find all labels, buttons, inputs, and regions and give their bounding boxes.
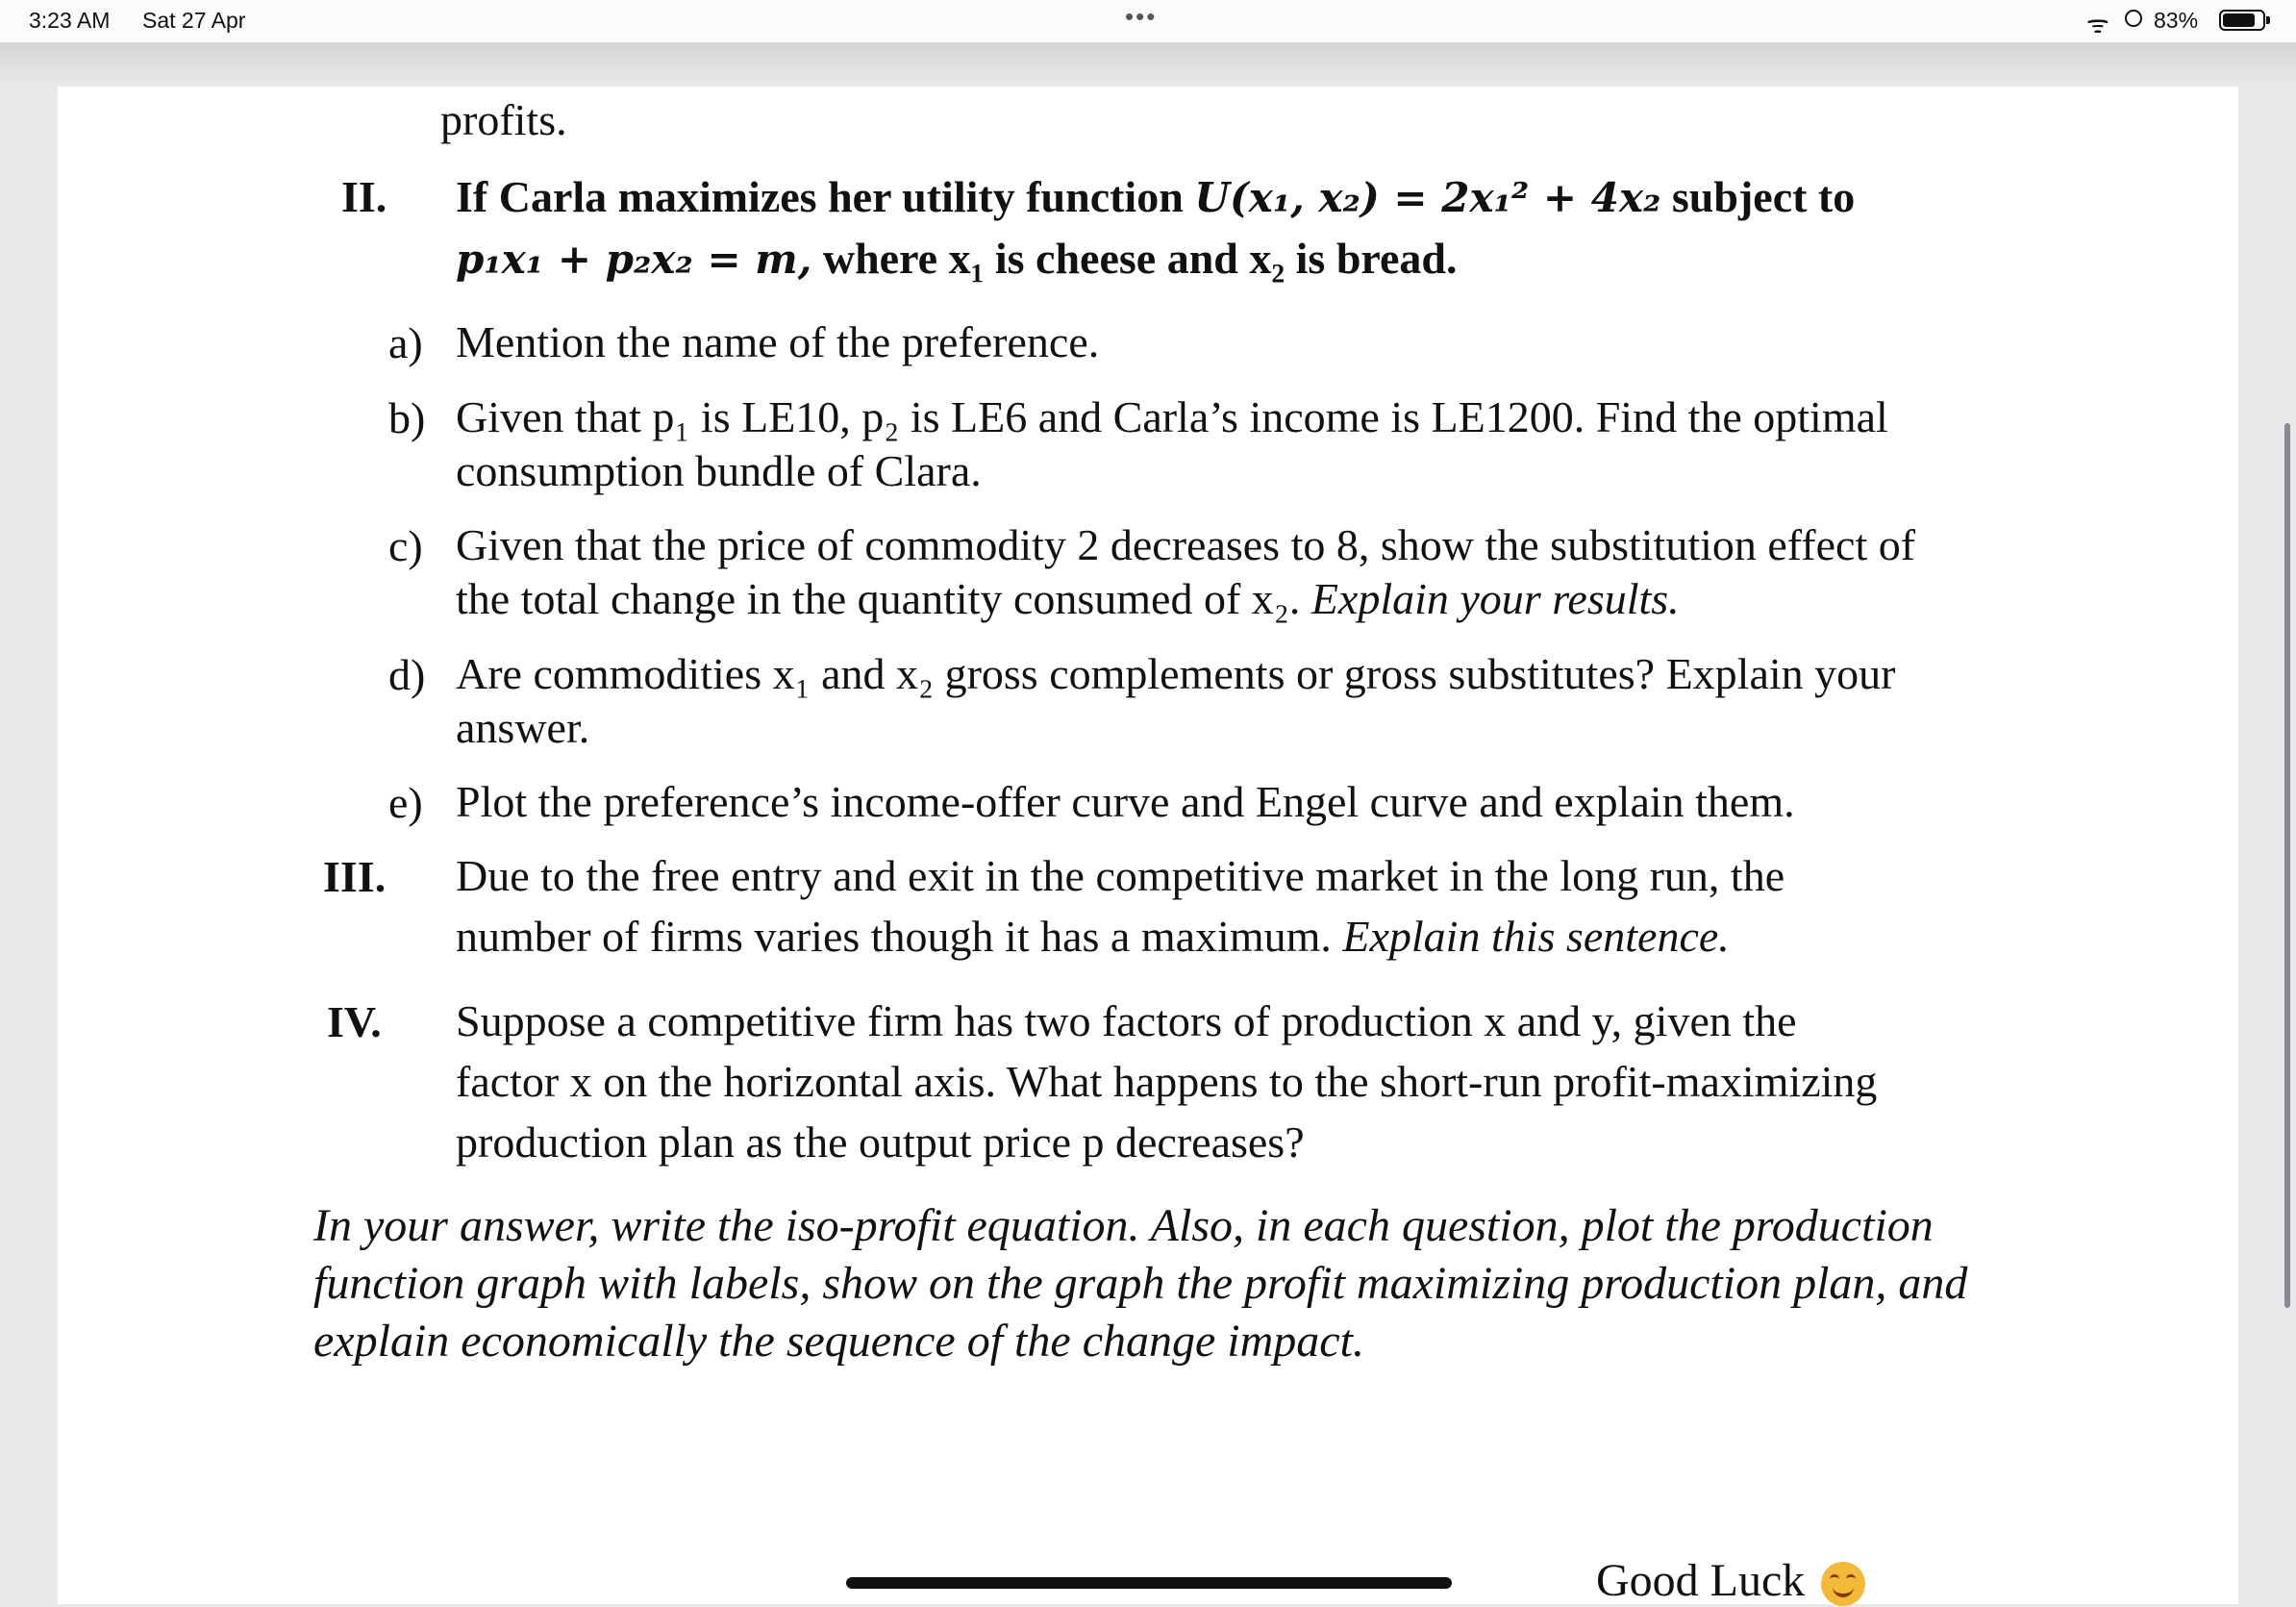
- question-3-line-2: number of firms varies though it has a maximum. Explain this sentence.: [456, 912, 1730, 961]
- orientation-lock-icon: [2125, 10, 2142, 27]
- part-d-label: d): [388, 650, 426, 699]
- part-a-line-1: Mention the name of the preference.: [456, 317, 1100, 366]
- wifi-icon: ᯤ: [2086, 10, 2109, 38]
- status-date: Sat 27 Apr: [142, 8, 246, 33]
- part-a-label: a): [388, 318, 423, 367]
- more-options-dots-icon[interactable]: •••: [1125, 2, 1158, 31]
- question-4-line-2: factor x on the horizontal axis. What happens to the short-run profit-maximizing: [456, 1057, 1878, 1106]
- battery-percent: 83%: [2154, 8, 2199, 33]
- utility-function-math: U(x₁, x₂) = 2x₁² + 4x₂: [1194, 174, 1661, 221]
- question-3-line-1: Due to the free entry and exit in the competitive market in the long run, the: [456, 851, 1785, 900]
- toolbar-shadow: [0, 42, 2296, 87]
- question-3-numeral: III.: [323, 852, 387, 901]
- top-fragment-text: profits.: [440, 95, 567, 144]
- document-page[interactable]: [58, 87, 2238, 1604]
- smiling-face-icon: [1821, 1562, 1865, 1606]
- home-indicator[interactable]: [846, 1577, 1452, 1589]
- battery-fill: [2223, 13, 2255, 27]
- part-b-line-2: consumption bundle of Clara.: [456, 446, 982, 495]
- question-2-line-1: If Carla maximizes her utility function U(x₁, x₂) = 2x₁² + 4x₂ subject to: [456, 172, 1856, 221]
- question-4-numeral: IV.: [327, 997, 382, 1046]
- battery-icon: [2219, 10, 2265, 31]
- part-c-line-2: the total change in the quantity consumed of x₂. Explain your results.: [456, 574, 1680, 623]
- instruction-note-line-1: In your answer, write the iso-profit equation. Also, in each question, plot the production: [313, 1200, 1934, 1251]
- question-2-numeral: II.: [341, 172, 387, 221]
- question-2-line-2: p₁x₁ + p₂x₂ = m, where x₁ is cheese and x₂ is bread.: [456, 234, 1458, 283]
- part-b-line-1: Given that p₁ is LE10, p₂ is LE6 and Carla’s income is LE1200. Find the optimal: [456, 392, 1888, 441]
- instruction-note-line-3: explain economically the sequence of the change impact.: [313, 1316, 1364, 1367]
- part-d-line-1: Are commodities x₁ and x₂ gross complements or gross substitutes? Explain your: [456, 649, 1896, 698]
- status-time: 3:23 AM: [29, 8, 111, 33]
- question-4-line-1: Suppose a competitive firm has two factors of production x and y, given the: [456, 996, 1797, 1045]
- part-c-line-1: Given that the price of commodity 2 decreases to 8, show the substitution effect of: [456, 520, 1916, 569]
- budget-constraint-math: p₁x₁ + p₂x₂ = m,: [456, 236, 812, 283]
- good-luck-text: Good Luck: [1596, 1555, 1806, 1606]
- question-4-line-3: production plan as the output price p decreases?: [456, 1117, 1305, 1167]
- status-bar: [0, 0, 2296, 42]
- part-e-line-1: Plot the preference’s income-offer curve and Engel curve and explain them.: [456, 777, 1795, 826]
- part-d-line-2: answer.: [456, 703, 590, 752]
- part-b-label: b): [388, 393, 426, 442]
- part-c-label: c): [388, 521, 423, 570]
- instruction-note-line-2: function graph with labels, show on the graph the profit maximizing production plan, and: [313, 1258, 1968, 1309]
- scrollbar[interactable]: [2284, 423, 2290, 1308]
- part-e-label: e): [388, 778, 423, 827]
